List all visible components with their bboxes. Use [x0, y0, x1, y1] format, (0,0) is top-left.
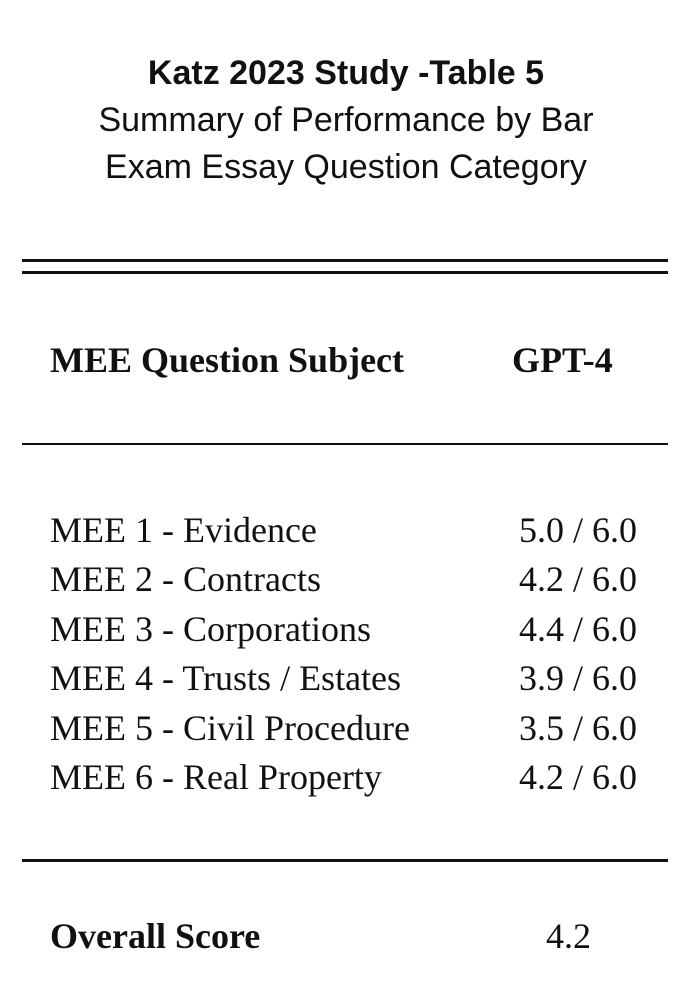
- column-header-subject: MEE Question Subject: [50, 340, 405, 380]
- overall-score-row: [0, 912, 692, 961]
- footer-divider-rule: [22, 859, 668, 862]
- table-body: [0, 506, 692, 802]
- row-subject: MEE 1 - Evidence: [50, 510, 317, 550]
- top-double-rule-upper: [22, 259, 668, 262]
- row-subject: MEE 6 - Real Property: [50, 756, 382, 797]
- header-divider-rule: [22, 443, 668, 445]
- overall-score-label: Overall Score: [50, 916, 261, 956]
- row-score: 3.5 / 6.0: [518, 707, 637, 748]
- row-score: 4.2 / 6.0: [518, 756, 637, 797]
- row-score: 4.2 / 6.0: [518, 559, 637, 600]
- row-subject: MEE 4 - Trusts / Estates: [50, 658, 402, 699]
- table-row: [0, 506, 692, 555]
- top-double-rule-lower: [22, 271, 668, 274]
- table-row: [0, 605, 692, 654]
- table-row: [0, 654, 692, 703]
- table-header-row: [0, 338, 692, 382]
- overall-score-value: 4.2: [546, 916, 591, 956]
- table-row: [0, 753, 692, 802]
- row-score: 4.4 / 6.0: [518, 608, 637, 649]
- table-title: Katz 2023 Study -Table 5: [147, 54, 545, 92]
- row-subject: MEE 3 - Corporations: [50, 608, 371, 649]
- row-subject: MEE 2 - Contracts: [50, 559, 321, 600]
- table-caption: [0, 50, 692, 191]
- row-score: 5.0 / 6.0: [518, 510, 637, 550]
- row-subject: MEE 5 - Civil Procedure: [50, 707, 410, 748]
- column-header-gpt4: GPT-4: [512, 340, 613, 380]
- table-row: [0, 555, 692, 604]
- table-subtitle-line-2: Exam Essay Question Category: [105, 148, 587, 186]
- table-row: [0, 704, 692, 753]
- row-score: 3.9 / 6.0: [518, 658, 637, 699]
- table-subtitle-line-1: Summary of Performance by Bar: [98, 101, 594, 139]
